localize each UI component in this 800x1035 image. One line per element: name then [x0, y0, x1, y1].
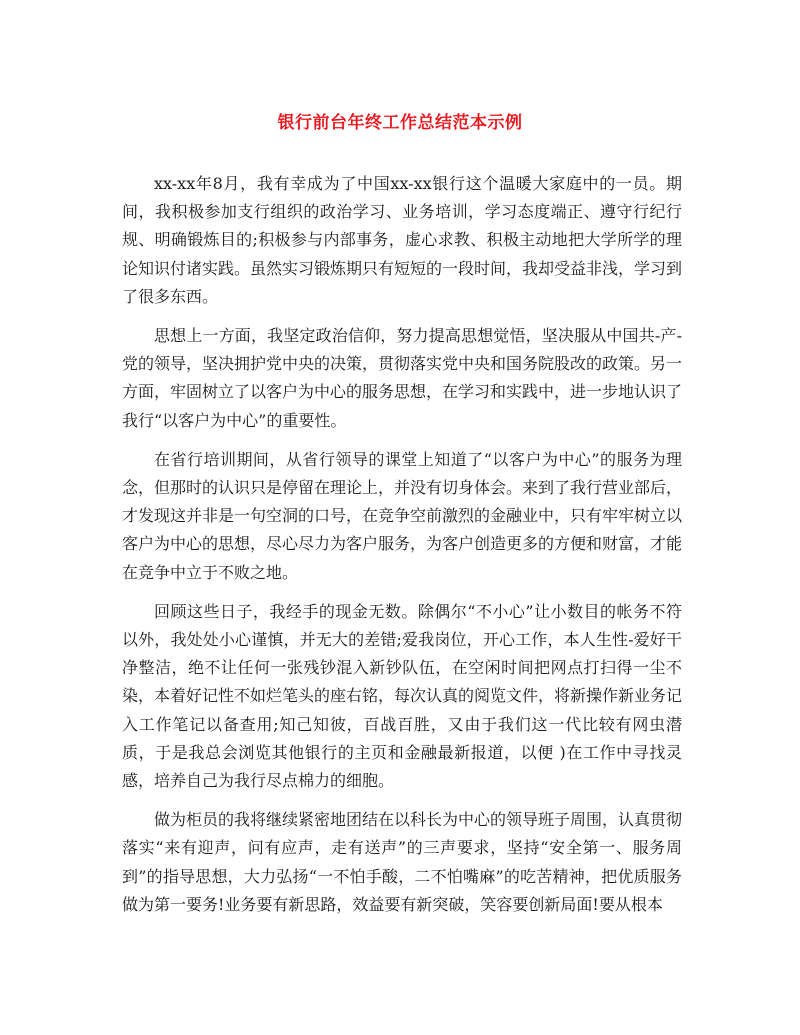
- paragraph-1: xx-xx年8月，我有幸成为了中国xx-xx银行这个温暖大家庭中的一员。期间，我积极参加支行组织的政治学习、业务培训，学习态度端正、遵守行纪行规、明确锻炼目的;积极参与内部事务，虚心求教、积极主动地把大学所学的理论知识付诸实践。虽然实习锻炼期只有短短的一段时间，我却受益非浅，学习到了很多东西。: [122, 174, 683, 306]
- paragraph-5: 做为柜员的我将继续紧密地团结在以科长为中心的领导班子周围，认真贯彻落实“来有迎声，问有应声，走有送声”的三声要求，坚持“安全第一、服务周到”的指导思想，大力弘扬“一不怕手酸，二不怕嘴麻”的吃苦精神，把优质服务做为第一要务!业务要有新思路，效益要有新突破，笑容要创新局面!要从根本: [122, 810, 683, 914]
- paragraph-2: 思想上一方面，我坚定政治信仰，努力提高思想觉悟，坚决服从中国共-产-党的领导，坚决拥护党中央的决策，贯彻落实党中央和国务院股改的政策。另一方面，牢固树立了以客户为中心的服务思想，在学习和实践中，进一步地认识了我行“以客户为中心”的重要性。: [122, 326, 683, 430]
- paragraph-4: 回顾这些日子，我经手的现金无数。除偶尔“不小心”让小数目的帐务不符以外，我处处小心谨慎，并无大的差错;爱我岗位，开心工作，本人生性-爱好干净整洁，绝不让任何一张残钞混入新钞队伍，在空闲时间把网点打扫得一尘不染，本着好记性不如烂笔头的座右铭，每次认真的阅览文件，将新操作新业务记入工作笔记以备查用;知己知彼，百战百胜，又由于我们这一代比较有网虫潜质，于是我总会浏览其他银行的主页和金融最新报道，以便 )在工作中寻找灵感，培养自己为我行尽点棉力的细胞。: [122, 601, 683, 791]
- document-body: [122, 170, 682, 930]
- paragraph-3: 在省行培训期间，从省行领导的课堂上知道了“以客户为中心”的服务为理念，但那时的认识只是停留在理论上，并没有切身体会。来到了我行营业部后，才发现这并非是一句空洞的口号，在竞争空前激烈的金融业中，只有牢牢树立以客户为中心的思想，尽心尽力为客户服务，为客户创造更多的方便和财富，才能在竞争中立于不败之地。: [122, 449, 683, 582]
- document-title: 银行前台年终工作总结范本示例: [277, 113, 523, 133]
